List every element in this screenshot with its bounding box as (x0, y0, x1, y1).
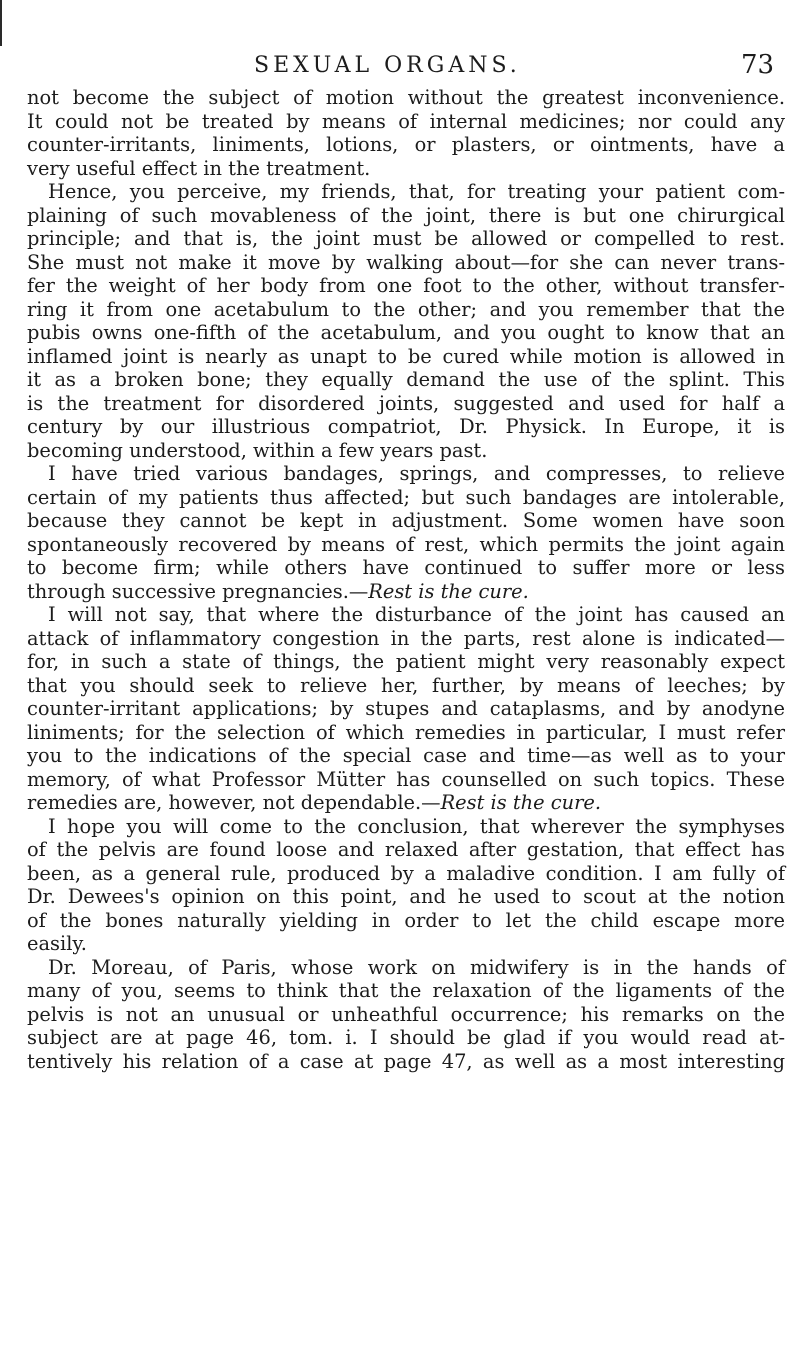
header-title: SEXUAL ORGANS. (254, 53, 521, 78)
page-edge-mark (0, 0, 2, 46)
text-line: because they cannot be kept in adjustment. Some women have soon (27, 509, 785, 532)
text-line: century by our illustrious compatriot, Dr. Physick. In Europe, it is (27, 415, 785, 438)
text-line: Hence, you perceive, my friends, that, for treating your patient com- (48, 180, 785, 203)
text-line: to become firm; while others have continued to suffer more or less (27, 556, 785, 579)
text-line-run: through successive pregnancies.— (27, 579, 369, 603)
text-line: certain of my patients thus affected; but such bandages are intolerable, (27, 485, 785, 509)
text-line: of the pelvis are found loose and relaxed after gestation, that effect has (27, 838, 785, 861)
text-line: counter-irritants, liniments, lotions, or plasters, or ointments, have a (27, 133, 785, 156)
text-line: pubis owns one-fifth of the acetabulum, and you ought to know that an (27, 321, 785, 344)
text-line: is the treatment for disordered joints, suggested and used for half a (27, 391, 785, 415)
text-line: for, in such a state of things, the patient might very reasonably expect (27, 650, 785, 673)
text-line: inflamed joint is nearly as unapt to be cured while motion is allowed in (27, 344, 785, 368)
text-line: attack of inflammatory congestion in the parts, rest alone is indicated— (27, 626, 785, 650)
text-line: memory, of what Professor Mütter has counselled on such topics. These (27, 767, 785, 791)
running-head (0, 50, 800, 82)
text-line: it as a broken bone; they equally demand the use of the splint. This (27, 368, 785, 391)
text-line: fer the weight of her body from one foot to the other, without transfer- (27, 274, 785, 297)
text-line: I will not say, that where the disturbance of the joint has caused an (48, 603, 785, 626)
emphasis-rest-is-the-cure: Rest is the cure. (440, 791, 602, 814)
text-line: becoming understood, within a few years past. (27, 438, 488, 462)
text-line: I have tried various bandages, springs, and compresses, to relieve (48, 462, 785, 485)
text-line: She must not make it move by walking about—for she can never trans- (27, 250, 785, 274)
text-line: plaining of such movableness of the joint, there is but one chirurgical (27, 203, 785, 227)
text-line: liniments; for the selection of which remedies in particular, I must refer (27, 720, 785, 744)
text-line: principle; and that is, the joint must be allowed or compelled to rest. (27, 227, 785, 250)
text-line: easily. (27, 932, 87, 955)
text-line: subject are at page 46, tom. i. I should be glad if you would read at- (27, 1026, 785, 1049)
text-line: many of you, seems to think that the relaxation of the ligaments of the (27, 979, 785, 1002)
text-line-run: remedies are, however, not dependable.— (27, 791, 441, 814)
text-line: very useful effect in the treatment. (27, 156, 371, 180)
text-line: been, as a general rule, produced by a maladive condition. I am fully of (27, 861, 785, 885)
text-line (27, 791, 785, 815)
text-line: ring it from one acetabulum to the other; and you remember that the (27, 297, 785, 321)
text-line: not become the subject of motion without the greatest inconvenience. (27, 86, 785, 109)
text-line: Dr. Dewees's opinion on this point, and he used to scout at the notion (27, 885, 785, 908)
text-line: that you should seek to relieve her, further, by means of leeches; by (27, 673, 785, 697)
text-line: spontaneously recovered by means of rest, which permits the joint again (27, 532, 785, 556)
text-line: pelvis is not an unusual or unheathful occurrence; his remarks on the (27, 1002, 785, 1026)
text-line (27, 580, 785, 604)
text-line: of the bones naturally yielding in order to let the child escape more (27, 908, 785, 932)
text-line: I hope you will come to the conclusion, that wherever the symphyses (48, 814, 785, 838)
emphasis-rest-is-the-cure: Rest is the cure. (368, 579, 529, 603)
text-line: Dr. Moreau, of Paris, whose work on midwifery is in the hands of (48, 955, 785, 979)
text-line: It could not be treated by means of internal medicines; nor could any (27, 109, 785, 133)
text-line: counter-irritant applications; by stupes and cataplasms, and by anodyne (27, 697, 785, 720)
text-line: you to the indications of the special case and time—as well as to your (27, 744, 785, 767)
page-number: 73 (741, 50, 775, 80)
body-text (27, 86, 785, 1073)
text-line: tentively his relation of a case at page 47, as well as a most interesting (27, 1049, 785, 1073)
